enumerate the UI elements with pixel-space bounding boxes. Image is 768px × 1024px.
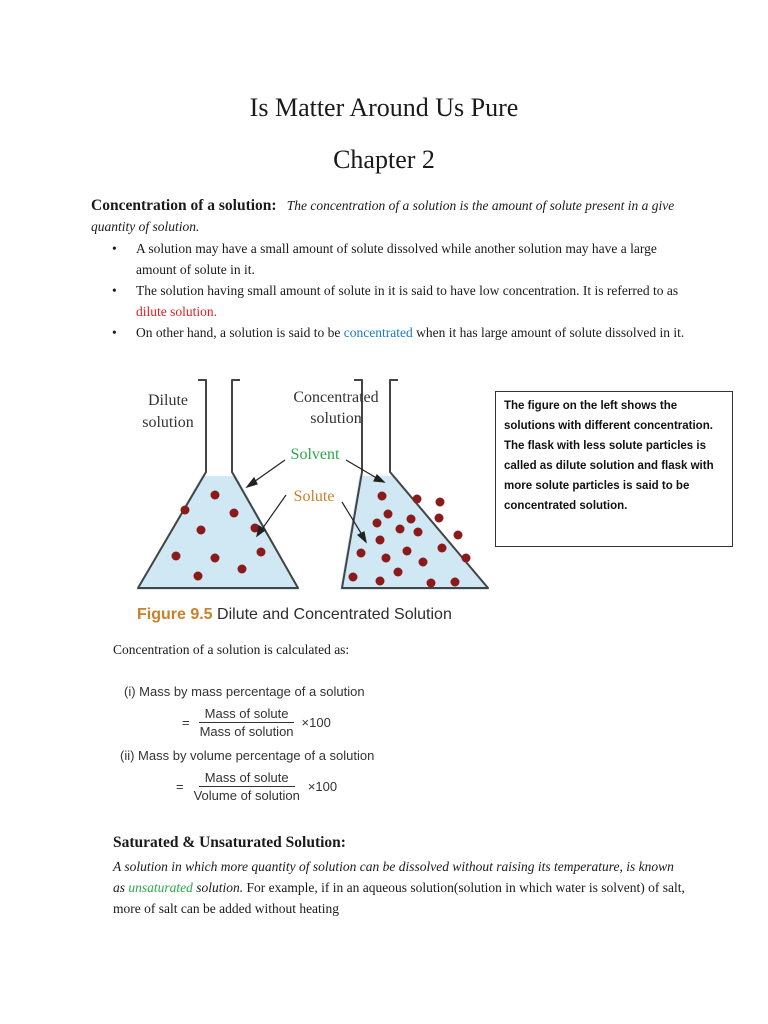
list-item xyxy=(112,322,692,343)
concentration-intro xyxy=(91,195,691,237)
concentration-bullet-list xyxy=(112,238,692,343)
callout-text: The figure on the left shows the solutions with different concentration. The flask with less solute particles is called as dilute solution and flask with more solute particles is said to be concentrated solution. xyxy=(504,400,714,512)
bullet-text: On other hand, a solution is said to be xyxy=(136,325,344,340)
saturated-paragraph xyxy=(113,856,688,919)
page-title: Is Matter Around Us Pure xyxy=(249,93,519,122)
list-item xyxy=(112,238,692,280)
saturated-definition: A solution in which more quantity of solution can be dissolved without raising its temperature, is known as xyxy=(113,859,674,895)
concentrated-label-line1: Concentrated xyxy=(293,389,379,406)
solute-label: Solute xyxy=(293,488,335,505)
fraction-numerator: Mass of solute xyxy=(199,770,295,787)
saturated-definition-tail: solution. xyxy=(192,880,244,895)
fraction-denominator: Mass of solution xyxy=(199,724,294,739)
saturated-heading: Saturated & Unsaturated Solution: xyxy=(113,834,346,851)
bullet-text: The solution having small amount of solute in it is said to have low concentration. It is referred to as xyxy=(136,283,679,298)
figure-number: Figure 9.5 xyxy=(137,606,213,623)
fraction-denominator: Volume of solution xyxy=(193,788,300,803)
calculation-intro: Concentration of a solution is calculated as: xyxy=(113,642,350,657)
fraction-numerator: Mass of solute xyxy=(199,706,295,723)
formula-label-mass-by-mass: (i) Mass by mass percentage of a solution xyxy=(124,684,365,699)
formula-label-mass-by-volume: (ii) Mass by volume percentage of a solution xyxy=(120,748,375,763)
saturated-example: For example, if in an aqueous solution(solution in which water is solvent) of salt, more of salt can be added without heating xyxy=(113,880,685,916)
concentrated-label-line2: solution xyxy=(310,410,362,427)
figure-caption-text: Dilute and Concentrated Solution xyxy=(212,606,452,623)
concentration-heading: Concentration of a solution: xyxy=(91,197,277,214)
formula-mass-by-volume xyxy=(176,770,337,803)
flask-figure xyxy=(118,372,498,634)
multiplier: ×100 xyxy=(307,779,338,794)
figure-caption xyxy=(137,606,452,624)
solvent-label: Solvent xyxy=(290,446,340,463)
dilute-label-line2: solution xyxy=(142,414,194,431)
equals-sign: = xyxy=(176,779,184,794)
dilute-solution-term: dilute solution. xyxy=(136,304,217,319)
chapter-title: Chapter 2 xyxy=(333,145,435,174)
list-item xyxy=(112,280,692,322)
multiplier: ×100 xyxy=(301,715,331,730)
dilute-label-line1: Dilute xyxy=(148,392,188,409)
concentrated-term: concentrated xyxy=(343,325,413,340)
figure-callout-box xyxy=(495,391,733,547)
bullet-text: A solution may have a small amount of solute dissolved while another solution may have a large amount of solute in it. xyxy=(136,241,657,277)
unsaturated-term: unsaturated xyxy=(128,880,193,895)
equals-sign: = xyxy=(182,715,190,730)
bullet-text-tail: when it has large amount of solute dissolved in it. xyxy=(412,325,685,340)
formula-mass-by-mass xyxy=(182,706,331,739)
concentration-definition: The concentration of a solution is the amount of solute present in a give quantity of solution. xyxy=(91,198,675,234)
